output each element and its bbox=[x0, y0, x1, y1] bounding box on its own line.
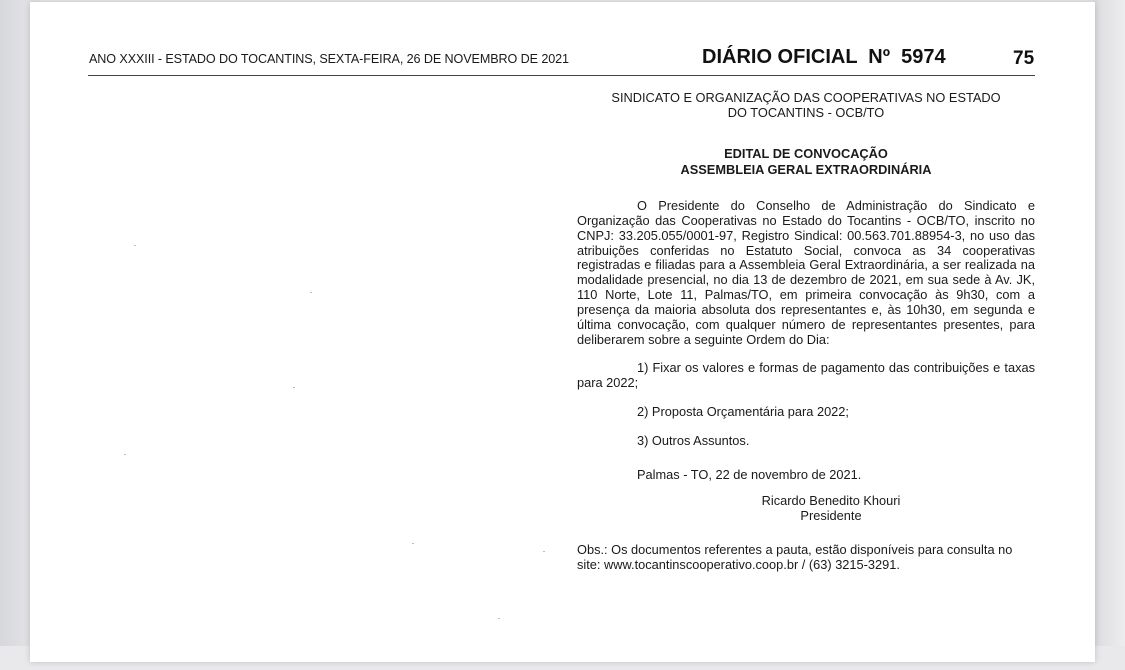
scan-speck bbox=[543, 551, 545, 552]
header-page-number: 75 bbox=[1013, 48, 1035, 69]
scan-speck bbox=[498, 618, 500, 619]
organization-line-2: DO TOCANTINS - OCB/TO bbox=[727, 104, 885, 120]
background-right bbox=[1093, 0, 1125, 646]
notice-title bbox=[577, 146, 1035, 178]
agenda-item-3: 3) Outros Assuntos. bbox=[637, 432, 750, 448]
notice-title-line-2: ASSEMBLEIA GERAL EXTRAORDINÁRIA bbox=[680, 161, 932, 177]
agenda-item-2: 2) Proposta Orçamentária para 2022; bbox=[637, 403, 849, 419]
scan-speck bbox=[293, 387, 295, 388]
organization-line-1: SINDICATO E ORGANIZAÇÃO DAS COOPERATIVAS NO ESTADO bbox=[611, 90, 1001, 105]
signer-role: Presidente bbox=[800, 508, 862, 524]
scan-speck bbox=[124, 454, 126, 455]
observation-note: Obs.: Os documentos referentes a pauta, estão disponíveis para consulta no site: www.tocantinscooperativo.coop.br / (63) 3215-3291. bbox=[577, 542, 1013, 573]
notice-body: O Presidente do Conselho de Administração do Sindicato e Organização das Cooperativas no Estado do Tocantins - OCB/TO, inscrito no CNPJ: 33.205.055/0001-97, Registro Sindical: 00.563.701.88954-3, no uso das atribuições conferidas no Estatuto Social, convoca as 34 cooperativas registradas e filiadas para a Assembleia Geral Extraordinária, a ser realizada na modalidade presencial, no dia 13 de dezembro de 2021, em sua sede à Av. JK, 110 Norte, Lote 11, Palmas/TO, em primeira convocação às 9h30, com a presença da maioria absoluta dos representantes e, às 10h30, em segunda e última convocação, com qualquer número de representantes presentes, para deliberarem sobre a seguinte Ordem do Dia: bbox=[577, 197, 1035, 347]
notice-column bbox=[577, 91, 1035, 573]
place-and-date: Palmas - TO, 22 de novembro de 2021. bbox=[637, 466, 862, 482]
agenda-item-1: 1) Fixar os valores e formas de pagamento das contribuições e taxas para 2022; bbox=[577, 359, 1035, 390]
organization-name bbox=[577, 91, 1035, 121]
scan-speck bbox=[412, 543, 414, 544]
scan-speck bbox=[134, 245, 136, 246]
document-page bbox=[30, 2, 1095, 662]
signer-name: Ricardo Benedito Khouri bbox=[761, 493, 901, 509]
notice-title-line-1: EDITAL DE CONVOCAÇÃO bbox=[724, 145, 888, 161]
header-title: DIÁRIO OFICIAL Nº 5974 bbox=[702, 46, 946, 68]
signature-block bbox=[577, 494, 1035, 524]
header-edition-line: ANO XXXIII - ESTADO DO TOCANTINS, SEXTA-FEIRA, 26 DE NOVEMBRO DE 2021 bbox=[89, 52, 569, 66]
header-divider bbox=[88, 75, 1035, 76]
scan-speck bbox=[310, 292, 312, 293]
